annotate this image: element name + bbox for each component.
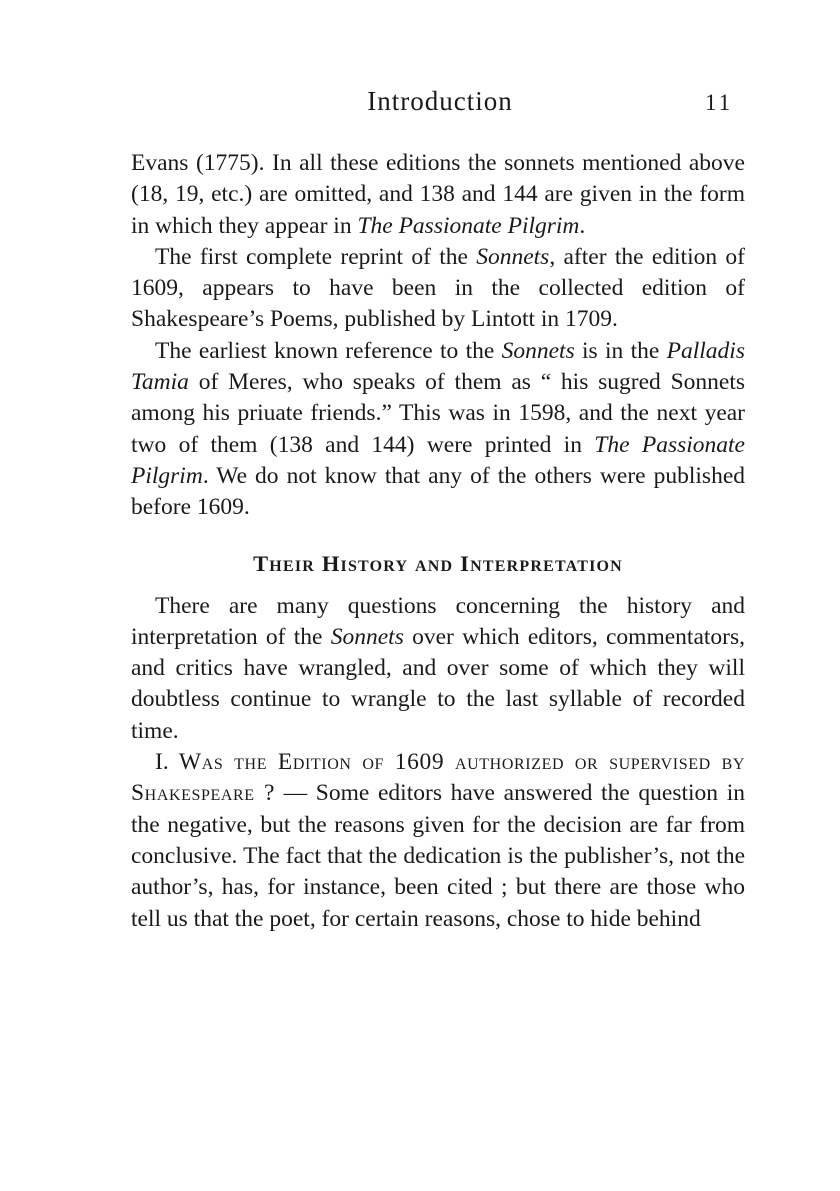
text-run: over which editors, commentators, and critics have wrangled, and over some of which they will doubtless continue to wrangle to the last syllable of recorded time. — [131, 623, 746, 744]
paragraph — [131, 336, 745, 524]
italic-title: The Passionate Pilgrim — [357, 212, 580, 239]
italic-title: Palladis Tamia — [131, 337, 745, 396]
text-run: I. — [155, 749, 179, 776]
text-run: The earliest known reference to the — [155, 337, 502, 364]
section-heading: Their History and Interpretation — [253, 550, 623, 576]
text-run: — Some editors have answered the question in the negative, but the reasons given for the decision are far from conclusive. The fact that the dedication is the publisher’s, not the author’s, has, for instance, been cited ; but there are those who tell us that the poet, for certain reasons, chose to hide behind — [131, 780, 745, 932]
text-run: of Meres, who speaks of them as “ his sugred Sonnets among his priuate friends.” This was in 1598, and the next year two of them (138 and 144) were printed in — [131, 369, 745, 458]
text-run: . We do not know that any of the others were published before 1609. — [131, 462, 745, 521]
body-text — [131, 148, 745, 935]
paragraph — [131, 747, 745, 935]
text-run: There are many questions concerning the history and interpretation of the — [131, 592, 745, 650]
question-heading: Was the Edition of 1609 authorized or supervised by Shakespeare ? — [131, 749, 745, 807]
italic-title: Sonnets — [501, 337, 575, 364]
running-title: Introduction — [367, 86, 513, 116]
paragraph — [131, 242, 745, 336]
text-run: , after the edition of 1609, appears to have been in the collected edition of Shakespeare’s Poems, published by Lintott in 1709. — [131, 243, 745, 333]
text-run: is in the — [574, 337, 667, 364]
text-run: . — [579, 212, 586, 239]
italic-title: The Passionate Pilgrim — [131, 431, 745, 489]
running-head — [0, 86, 840, 126]
page-number: 11 — [705, 90, 734, 115]
italic-title: Sonnets — [330, 623, 404, 650]
paragraph — [131, 148, 745, 242]
text-run: The first complete reprint of the — [155, 243, 477, 270]
paragraph — [131, 591, 745, 747]
italic-title: Sonnets — [476, 243, 550, 270]
text-run: Evans (1775). In all these editions the sonnets mentioned above (18, 19, etc.) are omitted, and 138 and 144 are given in the form in which they appear in — [131, 150, 745, 239]
